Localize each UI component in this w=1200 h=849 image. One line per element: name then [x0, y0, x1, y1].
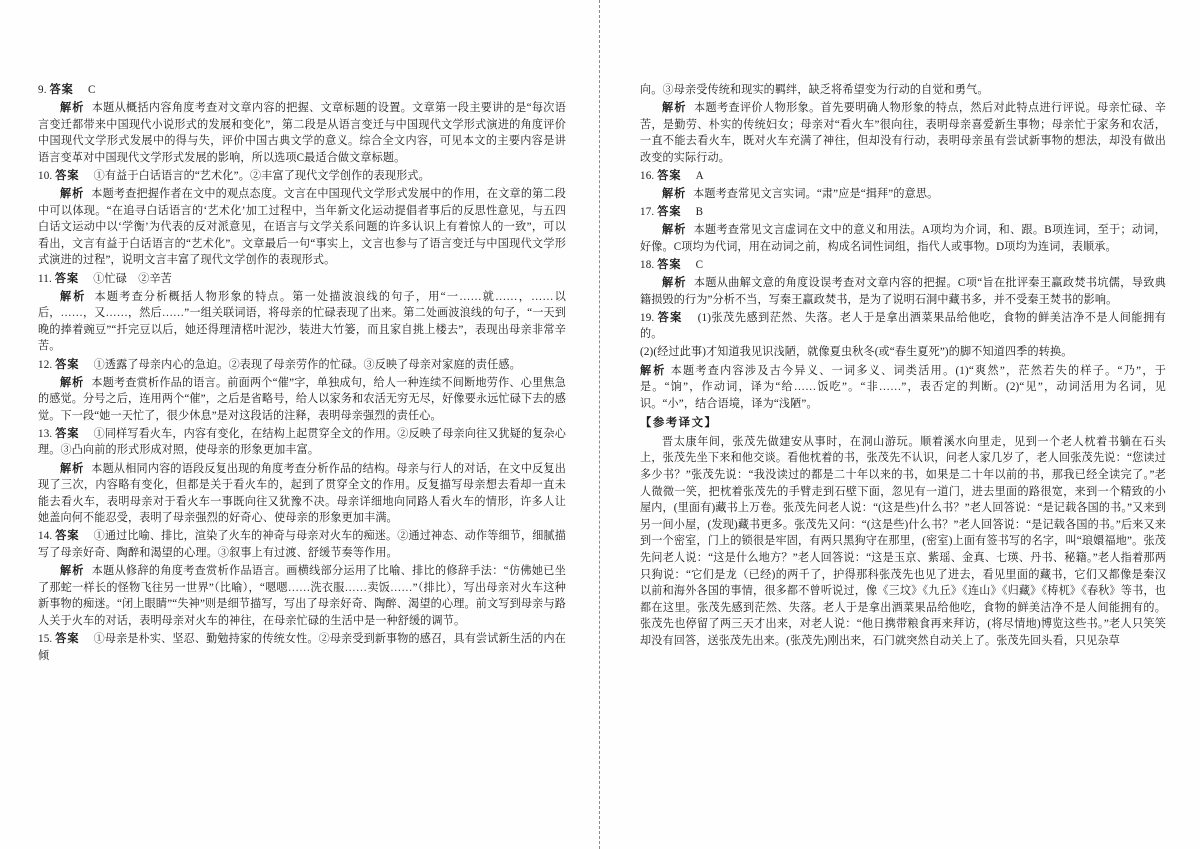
answer-value: ①通过比喻、排比，渲染了火车的神奇与母亲对火车的痴迷。②通过神态、动作等细节，细腻描写了母亲好奇、陶醉和渴望的心理。③叙事上有过渡、舒缓节奏等作用。 — [38, 530, 566, 560]
answer-label: 答案 — [54, 272, 80, 285]
analysis-12 — [38, 375, 566, 425]
answer-value: A — [695, 169, 704, 182]
answer-label: 答案 — [657, 169, 682, 182]
analysis-16 — [640, 186, 1166, 203]
reference-translation-title: 【参考译文】 — [640, 417, 718, 430]
analysis-label: 解析 — [60, 462, 85, 475]
analysis-18 — [640, 275, 1166, 308]
answer-value: B — [695, 206, 704, 219]
answer-number: 11. — [38, 272, 52, 285]
analysis-10 — [38, 186, 566, 269]
answer-entry-19 — [640, 310, 1166, 343]
answer-label: 答案 — [657, 258, 682, 271]
answer-number: 9. — [38, 84, 47, 96]
answer-label: 答案 — [55, 633, 80, 645]
analysis-text: 本题考查常见文言实词。“肃”应是“揖拜”的意思。 — [693, 188, 939, 201]
analysis-19 — [640, 363, 1166, 413]
answer-entry-12 — [38, 357, 566, 374]
answer-value: C — [87, 84, 96, 96]
answer-entry-15 — [38, 631, 566, 664]
answer-entry-17 — [640, 204, 1166, 221]
answer-value: ①忙碌 ②辛苦 — [93, 272, 172, 285]
answer-number: 13. — [38, 427, 53, 440]
answer-label: 答案 — [657, 206, 682, 219]
answer-label: 答案 — [55, 358, 80, 371]
analysis-text: 本题考查评价人物形象。首先要明确人物形象的特点，然后对此特点进行评说。母亲忙碌、辛苦，是勤劳、朴实的传统妇女；母亲对“看火车”很向往，表明母亲喜爱新生事物；母亲忙于家务和农活，一直不能去看火车，既对火车充满了神往，但却没有行动，表明母亲虽有尝试新事物的想法，却没有做出改变的实际行动。 — [640, 102, 1166, 164]
analysis-text: 本题从相同内容的语段反复出现的角度考查分析作品的结构。母亲与行人的对话，在文中反复出现了三次，内容略有变化，但都是关于看火车的，起到了贯穿全文的作用。反复描写母亲想去看却一直未能去看火车，表明母亲对于看火车一事既向往又犹豫不决。母亲详细地向同路人看火车的情形，许多人让她盖向何不能忍受，表明了母亲强烈的好奇心、使母亲的形象更加丰满。 — [38, 462, 566, 525]
answer-label: 答案 — [49, 84, 74, 96]
answer-number: 10. — [38, 169, 53, 182]
analysis-text: 本题考查常见文言虚词在文中的意义和用法。A项均为介词，和、跟。B项连词，至于；动词，好像。C项均为代词，用在动词之前，构成名词性词组，指代人或事物。D项均为连词，表顺承。 — [640, 224, 1166, 253]
analysis-label: 解析 — [60, 188, 85, 201]
analysis-label: 解析 — [60, 290, 87, 303]
analysis-text: 本题考查分析概括人物形象的特点。第一处描波浪线的句子，用“一……就……，……以后，……，又……，然后……”一组关联词语，将母亲的忙碌表现了出来。第二处画波浪线的句子，“一天到晚的捧着豌豆”“扦完豆以后，她还得理清楛叶泥沙，装进大竹篓，而且家自挑上楼去”，表现出母亲非常辛苦。 — [38, 290, 566, 353]
analysis-label: 解析 — [662, 277, 687, 290]
analysis-label: 解析 — [640, 364, 667, 377]
analysis-label: 解析 — [60, 102, 85, 115]
right-column — [600, 0, 1200, 849]
answer-label: 答案 — [55, 427, 80, 440]
answer-number: 12. — [38, 358, 53, 371]
answer-value: (1)张茂先感到茫然、失落。老人于是拿出酒菜果品给他吃，食物的鲜美洁净不是人间能拥有的。 — [640, 311, 1166, 341]
answer-label: 答案 — [657, 311, 683, 324]
answer-19-part2: (2)(经过此事)才知道我见识浅陋，就像夏虫秋冬(或“春生夏死”)的脚不知道四季的转换。 — [640, 346, 1073, 359]
answer-value: ①同样写看火车，内容有变化，在结构上起贯穿全文的作用。②反映了母亲向往又犹疑的复杂心理。③凸向前的形式形成对照，使母亲的形象更加丰富。 — [38, 427, 566, 457]
analysis-label: 解析 — [60, 565, 85, 578]
analysis-text: 本题从概括内容角度考查对文章内容的把握、文章标题的设置。文章第一段主要讲的是“每次语言变迁都带来中国现代小说形式的发展和变化”，第二段是从语言变迁与中国现代文学形式演进的角度评价中国现代文学形式发展中的得与失，评价中国古典文学的意义。综合全文内容，可见本文的主要内容是讲语言变革对中国现代文学形式发展的影响，所以选项C最适合做文章标题。 — [38, 102, 566, 164]
reference-translation-body: 晋太康年间，张茂先做建安从事时，在洞山游玩。顺着溪水向里走，见到一个老人枕着书躺在石头上，张茂先坐下来和他交谈。看他枕着的书，张茂先不认识，问老人家几岁了，老人回张茂先说：“您读过多少书？”张茂先说：“我没读过的都是二十年以来的书，如果是二十年以前的书，那我已经全读完了。”老人微微一笑，把枕着张茂先的手臂走到石壁下面，忽见有一道门，进去里面的路很宽，来到一个精致的小屋内，(里面有)藏书上万卷。张茂先问老人说：“(这是些)什么书？”老人回答说：“是记载各国的书。”又来到另一间小屋，(发现)藏书更多。张茂先又问：“(这是些)什么书？”老人回答说：“是记载各国的书。”后来又来到一个密室，门上的锁很是牢固，有两只黑狗守在那里，(密室)上面有签书写的名字，叫“琅嬛福地”。张茂先问老人说：“这是什么地方？”老人回答说：“这是玉京、紫瑶、金真、七瑛、丹书、秘籍。”老人指着那两只狗说：“它们是龙（已经)的两千了，护得那科张茂先也见了进去，看见里面的藏书，它们又都像是秦汉以前和海外各国的事情，很多都不曾听说过，像《三坟》《九丘》《连山》《归藏》《梼杌》《春秋》等书，也都在这里。张茂先感到茫然、失落。老人于是拿出酒菜果品给他吃，食物的鲜美洁净不是人间能拥有的。张茂先也停留了两三天才出来，对老人说：“他日携带粮食再来拜访，(将尽情地)博览这些书。”老人只笑笑却没有回答，送张茂先出来。(张茂先)刚出来，石门就突然自动关上了。张茂先回头看，只见杂草 — [640, 435, 1166, 647]
analysis-label: 解析 — [662, 102, 687, 115]
answer-entry-10 — [38, 168, 566, 185]
answer-number: 15. — [38, 633, 53, 645]
answer-number: 17. — [640, 206, 655, 219]
answer-entry-11 — [38, 271, 566, 288]
analysis-text: 本题从曲解文意的角度设误考查对文章内容的把握。C项“旨在批评秦王赢政焚书坑儒，导致典籍损毁的行为”分析不当，写秦王赢政焚书，是为了说明石洞中藏书多，并不受秦王焚书的影响。 — [640, 277, 1166, 306]
analysis-text: 本题考查把握作者在文中的观点态度。文言在中国现代文学形式发展中的作用，在文章的第二段中可以体现。“在追寻白话语言的‘艺术化’加工过程中，当年新文化运动提倡者事后的反思性意见，与五四白话文运动中以‘学衡’为代表的反对派意见，在语言与文学关系问题的许多认识上有着惊人的一致”，可以看出，文言有益于白话语言的“艺术化”。文章最后一句“事实上，文言也参与了语言变迁与中国现代文学形式演进的过程”，说明文言丰富了现代文学创作的表现形式。 — [38, 188, 566, 267]
analysis-11 — [38, 289, 566, 355]
analysis-14 — [38, 563, 566, 629]
answer-value: C — [695, 258, 704, 271]
continued-paragraph: 向。③母亲受传统和现实的羁绊，缺乏将希望变为行动的自觉和勇气。 — [640, 84, 989, 96]
analysis-text: 本题从修辞的角度考查赏析作品语言。画横线部分运用了比喻、排比的修辞手法：“仿佛她已坐了那蛇一样长的怪物飞往另一世界”（比喻），“嗯嗯……洗衣服……卖饭……”（排比），写出母亲对火车这种新事物的痴迷。“闭上眼睛”“失神”则是细节描写，写出了母亲好奇、陶醉、渴望的心理。前文写到母亲与路人关于火车的对话，表明母亲对火车的神往，在母亲忙碌的生活中是一种舒缓的调节。 — [38, 565, 566, 627]
analysis-9 — [38, 100, 566, 166]
answer-entry-18 — [640, 257, 1166, 274]
answer-entry-13 — [38, 426, 566, 459]
analysis-15 — [640, 100, 1166, 166]
analysis-label: 解析 — [60, 376, 85, 389]
analysis-label: 解析 — [662, 224, 687, 237]
answer-entry-14 — [38, 528, 566, 561]
answer-number: 18. — [640, 258, 655, 271]
answer-entry-16 — [640, 168, 1166, 185]
analysis-17 — [640, 222, 1166, 255]
answer-number: 14. — [38, 530, 53, 543]
answer-value: ①透露了母亲内心的急迫。②表现了母亲劳作的忙碌。③反映了母亲对家庭的责任感。 — [93, 358, 521, 371]
analysis-label: 解析 — [662, 188, 687, 201]
answer-value: ①母亲是朴实、坚忍、勤勉持家的传统女性。②母亲受到新事物的感召，具有尝试新生活的内在倾 — [38, 633, 566, 662]
answer-number: 19. — [640, 311, 655, 324]
answer-number: 16. — [640, 169, 655, 182]
answer-value: ①有益于白话语言的“艺术化”。②丰富了现代文学创作的表现形式。 — [93, 169, 430, 182]
answer-label: 答案 — [55, 530, 80, 543]
analysis-13 — [38, 461, 566, 527]
analysis-text: 本题考查赏析作品的语言。前面两个“催”字，单独成句，给人一种连续不间断地劳作、心里焦急的感觉。分号之后，连用两个“催”，之后是省略号，给人以家务和农活无穷无尽，好像要永远忙碌下去的感觉。下一段“她一天忙了，很少休息”是对这段话的注释，表明母亲强烈的责任心。 — [38, 376, 566, 422]
analysis-text: 本题考查内容涉及古今异义、一词多义、词类活用。(1)“爽然”，茫然若失的样子。“乃”，于是。“饷”，作动词，译为“给……饭吃”。“非……”，表否定的判断。(2)“见”，动词活用为名词，见识。“小”，结合语境，译为“浅陋”。 — [640, 364, 1166, 410]
answer-label: 答案 — [55, 169, 80, 182]
answer-entry-9 — [38, 82, 566, 99]
